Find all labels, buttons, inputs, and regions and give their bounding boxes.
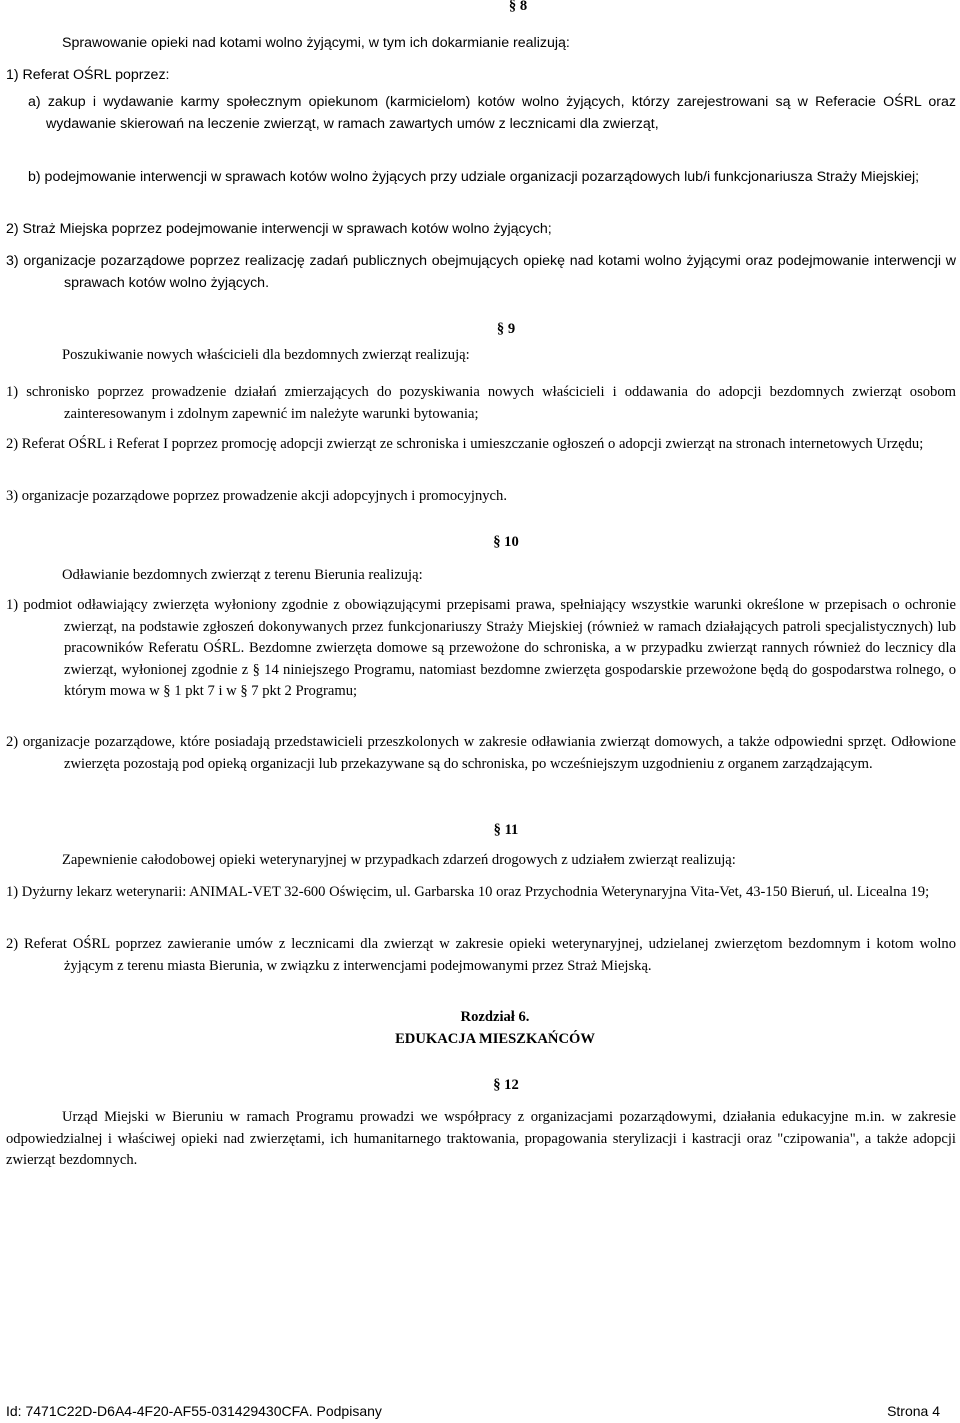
section-number-11: § 11 [493, 822, 519, 838]
chapter-title: Rozdział 6. [460, 1009, 530, 1025]
s8-intro: Sprawowanie opieki nad kotami wolno żyjącymi, w tym ich dokarmianie realizują: [62, 35, 570, 51]
section-number-12: § 12 [493, 1077, 519, 1093]
s8-point-1b: b) podejmowanie interwencji w sprawach kotów wolno żyjących przy udziale organizacji pozarządowych lub/i funkcjonariusza Straży Miejskiej; [28, 169, 920, 185]
document-id: Id: 7471C22D-D6A4-4F20-AF55-031429430CFA. Podpisany [6, 1403, 382, 1419]
s11-point-2: 2) Referat OŚRL poprzez zawieranie umów z lecznicami dla zwierząt w zakresie opieki weterynaryjnej, udzielanej zwierzętom bezdomnym i kotom wolno żyjącym z terenu miasta Bierunia, w związku z interwencjami podejmowanymi przez Straż Miejską. [6, 936, 956, 974]
s11-point-1: 1) Dyżurny lekarz weterynarii: ANIMAL-VET 32-600 Oświęcim, ul. Garbarska 10 oraz Przychodnia Weterynaryjna Vita-Vet, 43-150 Bieruń, ul. Licealna 19; [6, 884, 930, 900]
section-number-9: § 9 [496, 321, 516, 337]
s12-text: Urząd Miejski w Bieruniu w ramach Programu prowadzi we współpracy z organizacjami pozarządowymi, działania edukacyjne m.in. w zakresie odpowiedzialnej i właściwej opieki nad zwierzętami, ich humanitarnego traktowania, propagowania sterylizacji i kastracji oraz "czipowania", a także adopcji zwierząt bezdomnych. [6, 1109, 956, 1168]
s10-point-2: 2) organizacje pozarządowe, które posiadają przedstawicieli przeszkolonych w zakresie odławiania zwierząt domowych, a także odpowiedni sprzęt. Odłowione zwierzęta pozostają pod opieką organizacji lub przekazywane są do schroniska, po wcześniejszym uzgodnieniu z organem zarządzającym. [6, 734, 956, 772]
s8-point-1: 1) Referat OŚRL poprzez: [6, 67, 170, 83]
s9-intro: Poszukiwanie nowych właścicieli dla bezdomnych zwierząt realizują: [62, 347, 470, 363]
s9-point-3: 3) organizacje pozarządowe poprzez prowadzenie akcji adopcyjnych i promocyjnych. [6, 488, 507, 504]
s10-point-1: 1) podmiot odławiający zwierzęta wyłoniony zgodnie z obowiązującymi przepisami prawa, spełniający wszystkie warunki określone w przepisach o ochronie zwierząt, na podstawie zgłoszeń dokonywanych przez funkcjonariuszy Straży Miejskiej (również w ramach działających patroli specjalistycznych) lub pracowników Referatu OŚRL. Bezdomne zwierzęta domowe są przewożone do schroniska, a w przypadku zwierząt rannych również do lecznicy dla zwierząt, wyłonionej zgodnie z § 14 niniejszego Programu, natomiast bezdomne zwierzęta gospodarskie przewożone będą do gospodarstwa rolnego, o którym mowa w § 1 pkt 7 i w § 7 pkt 2 Programu; [6, 597, 956, 699]
s9-point-2: 2) Referat OŚRL i Referat I poprzez promocję adopcji zwierząt ze schroniska i umieszczanie ogłoszeń o adopcji zwierząt na stronach internetowych Urzędu; [6, 436, 924, 452]
section-number-10: § 10 [493, 534, 519, 550]
section-number-8: § 8 [508, 0, 528, 14]
s10-intro: Odławianie bezdomnych zwierząt z terenu Bierunia realizują: [62, 567, 423, 583]
page-footer [6, 1402, 940, 1420]
s9-point-1: 1) schronisko poprzez prowadzenie działań zmierzających do pozyskiwania nowych właścicieli i oddawania do adopcji bezdomnych zwierząt osobom zainteresowanym i zdolnym zapewnić im należyte warunki bytowania; [6, 384, 956, 422]
s11-intro: Zapewnienie całodobowej opieki weterynaryjnej w przypadkach zdarzeń drogowych z udziałem zwierząt realizują: [62, 852, 736, 868]
page-number: Strona 4 [887, 1403, 940, 1419]
s8-point-3: 3) organizacje pozarządowe poprzez realizację zadań publicznych obejmujących opiekę nad kotami wolno żyjącymi oraz podejmowanie interwencji w sprawach kotów wolno żyjących. [6, 253, 956, 291]
chapter-subtitle: EDUKACJA MIESZKAŃCÓW [395, 1031, 595, 1047]
s8-point-2: 2) Straż Miejska poprzez podejmowanie interwencji w sprawach kotów wolno żyjących; [6, 221, 552, 237]
s8-point-1a: a) zakup i wydawanie karmy społecznym opiekunom (karmicielom) kotów wolno żyjących, którzy zarejestrowani są w Referacie OŚRL oraz wydawanie skierowań na leczenie zwierząt, w ramach zawartych umów z lecznicami dla zwierząt, [28, 94, 956, 132]
